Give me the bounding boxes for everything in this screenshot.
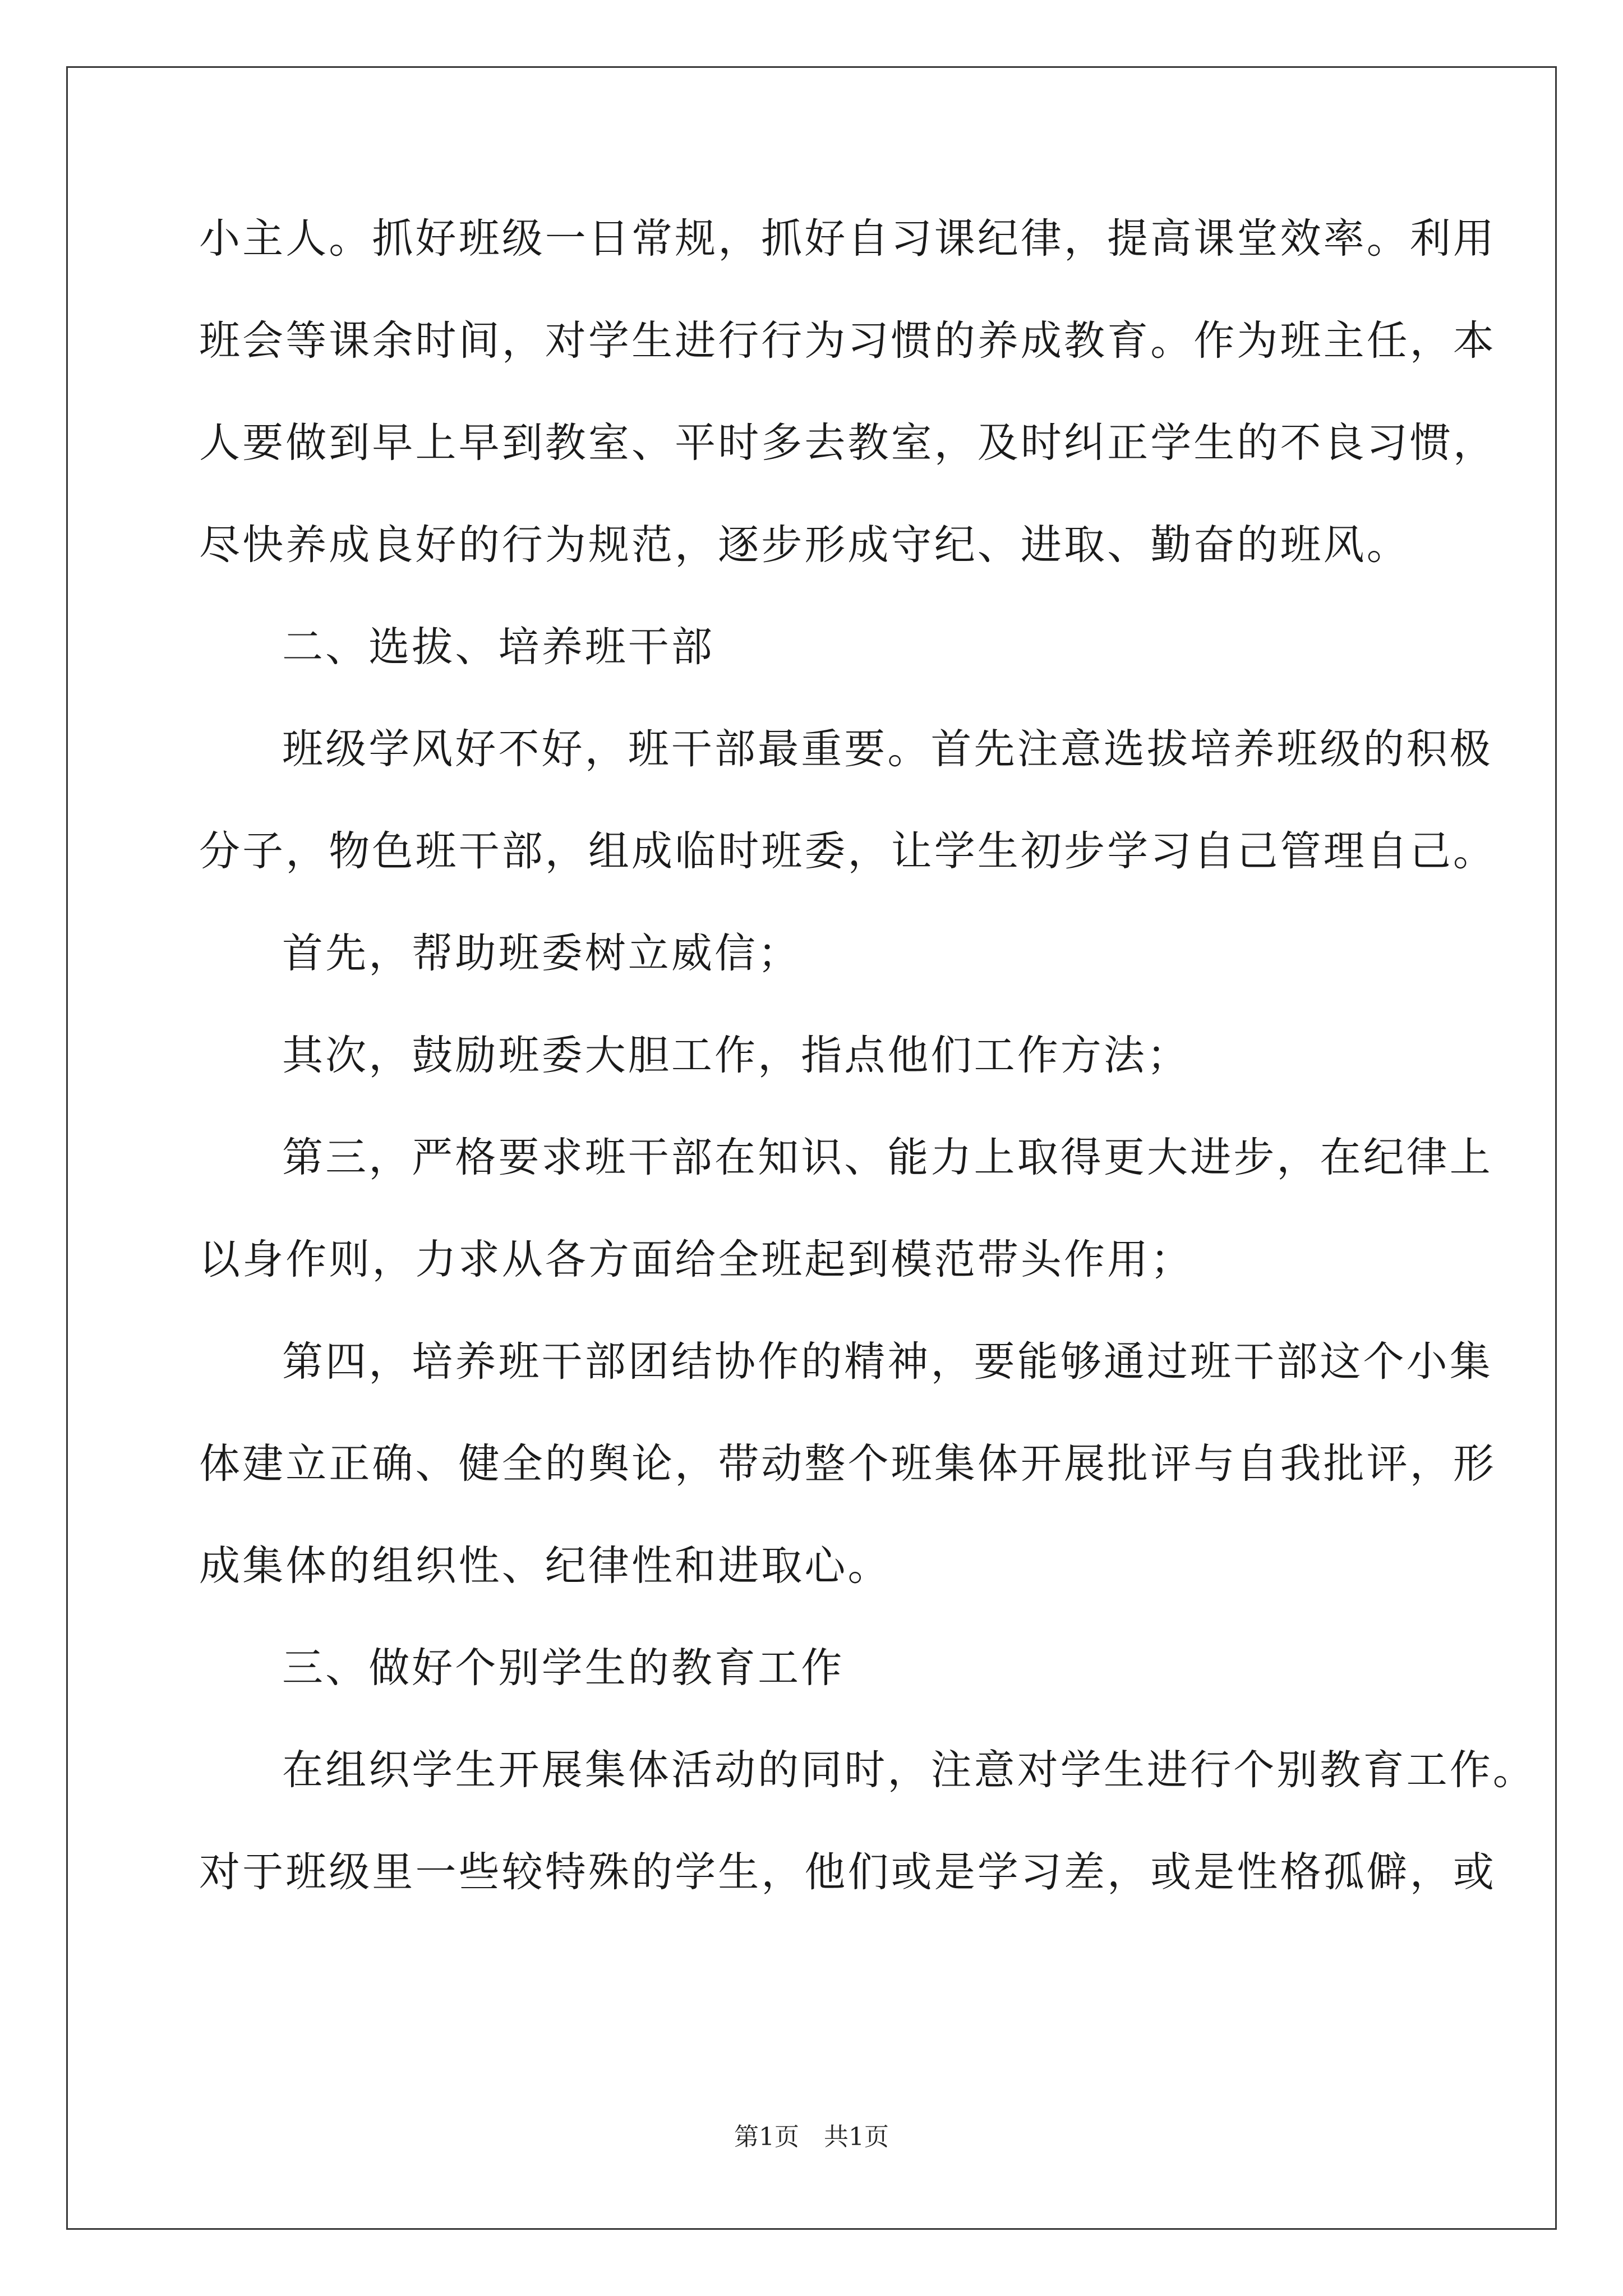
text-line-1: 小主人。抓好班级一日常规，抓好自习课纪律，提高课堂效率。利用 — [199, 215, 1496, 263]
page-number-footer: 第1页 共1页 — [734, 2123, 889, 2151]
text-line-7: 分子，物色班干部，组成临时班委，让学生初步学习自己管理自己。 — [199, 827, 1496, 875]
text-line-11: 以身作则，力求从各方面给全班起到模范带头作用； — [199, 1236, 1194, 1283]
text-line-12: 第四，培养班干部团结协作的精神，要能够通过班干部这个小集 — [282, 1338, 1493, 1386]
section-heading-2: 二、选拔、培养班干部 — [282, 623, 714, 671]
text-line-14: 成集体的组织性、纪律性和进取心。 — [199, 1542, 891, 1590]
text-line-10: 第三，严格要求班干部在知识、能力上取得更大进步，在纪律上 — [282, 1134, 1493, 1181]
text-line-4: 尽快养成良好的行为规范，逐步形成守纪、进取、勤奋的班风。 — [199, 521, 1410, 569]
text-line-17: 对于班级里一些较特殊的学生，他们或是学习差，或是性格孤僻，或 — [199, 1848, 1496, 1896]
text-line-6: 班级学风好不好，班干部最重要。首先注意选拔培养班级的积极 — [282, 725, 1493, 773]
text-line-16: 在组织学生开展集体活动的同时，注意对学生进行个别教育工作。 — [282, 1746, 1536, 1794]
text-line-3: 人要做到早上早到教室、平时多去教室，及时纠正学生的不良习惯， — [199, 419, 1496, 467]
section-heading-3: 三、做好个别学生的教育工作 — [282, 1644, 845, 1692]
text-line-13: 体建立正确、健全的舆论，带动整个班集体开展批评与自我批评，形 — [199, 1440, 1496, 1488]
text-line-9: 其次，鼓励班委大胆工作，指点他们工作方法； — [282, 1032, 1191, 1079]
text-line-8: 首先，帮助班委树立威信； — [282, 930, 801, 977]
text-line-2: 班会等课余时间，对学生进行行为习惯的养成教育。作为班主任，本 — [199, 317, 1496, 365]
